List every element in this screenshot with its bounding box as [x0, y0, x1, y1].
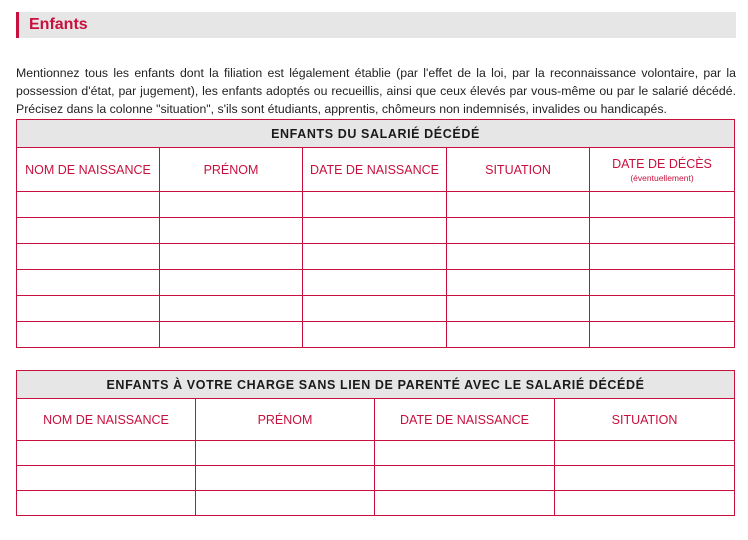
entry-cell[interactable] [590, 218, 735, 244]
death-date-note: (éventuellement) [630, 172, 694, 183]
entry-cell[interactable] [17, 466, 196, 491]
entry-cell[interactable] [160, 218, 303, 244]
entry-cell[interactable] [590, 192, 735, 218]
column-header-death-date [590, 148, 735, 192]
entry-cell[interactable] [196, 491, 375, 516]
entry-cell[interactable] [160, 270, 303, 296]
entry-cell[interactable] [17, 491, 196, 516]
column-header-first-name: PRÉNOM [160, 148, 303, 192]
table-row [17, 296, 735, 322]
entry-cell[interactable] [375, 441, 555, 466]
entry-cell[interactable] [375, 491, 555, 516]
entry-cell[interactable] [303, 296, 447, 322]
entry-cell[interactable] [160, 244, 303, 270]
table-title: ENFANTS DU SALARIÉ DÉCÉDÉ [17, 120, 735, 148]
entry-cell[interactable] [160, 296, 303, 322]
entry-cell[interactable] [17, 296, 160, 322]
column-header-situation: SITUATION [447, 148, 590, 192]
entry-cell[interactable] [196, 441, 375, 466]
column-header-birth-date: DATE DE NAISSANCE [303, 148, 447, 192]
entry-cell[interactable] [303, 244, 447, 270]
table-row [17, 466, 735, 491]
entry-cell[interactable] [590, 244, 735, 270]
section-header [16, 12, 736, 38]
column-header-first-name: PRÉNOM [196, 399, 375, 441]
table-row [17, 244, 735, 270]
entry-cell[interactable] [17, 441, 196, 466]
intro-paragraph: Mentionnez tous les enfants dont la filiation est légalement établie (par l'effet de la loi, par la reconnaissance volontaire, par la possession d'état, par jugement), les enfants adoptés ou recueillis, ainsi que ceux élevés par vous-même ou par le salarié décédé. Précisez dans la colonne "situation", s'ils sont étudiants, apprentis, chômeurs non indemnisés, invalides ou handicapés. [16, 66, 736, 117]
entry-cell[interactable] [160, 192, 303, 218]
column-header-birth-name: NOM DE NAISSANCE [17, 148, 160, 192]
table-row [17, 270, 735, 296]
entry-cell[interactable] [375, 466, 555, 491]
entry-cell[interactable] [303, 192, 447, 218]
table-row [17, 218, 735, 244]
entry-cell[interactable] [447, 218, 590, 244]
entry-cell[interactable] [447, 296, 590, 322]
entry-cell[interactable] [555, 466, 735, 491]
entry-cell[interactable] [555, 491, 735, 516]
entry-cell[interactable] [196, 466, 375, 491]
entry-cell[interactable] [447, 270, 590, 296]
entry-cell[interactable] [17, 218, 160, 244]
dependent-children-table [16, 370, 735, 516]
entry-cell[interactable] [590, 322, 735, 348]
section-title: Enfants [29, 16, 88, 33]
table-row [17, 192, 735, 218]
entry-cell[interactable] [447, 244, 590, 270]
entry-cell[interactable] [447, 192, 590, 218]
table-row [17, 491, 735, 516]
column-header-situation: SITUATION [555, 399, 735, 441]
entry-cell[interactable] [590, 270, 735, 296]
table-row [17, 322, 735, 348]
column-header-birth-name: NOM DE NAISSANCE [17, 399, 196, 441]
entry-cell[interactable] [303, 218, 447, 244]
children-of-deceased-table [16, 119, 735, 348]
entry-cell[interactable] [590, 296, 735, 322]
entry-cell[interactable] [447, 322, 590, 348]
death-date-label: DATE DE DÉCÈS [612, 156, 712, 171]
entry-cell[interactable] [17, 322, 160, 348]
entry-cell[interactable] [17, 192, 160, 218]
table-title: ENFANTS À VOTRE CHARGE SANS LIEN DE PARENTÉ AVEC LE SALARIÉ DÉCÉDÉ [17, 371, 735, 399]
entry-cell[interactable] [160, 322, 303, 348]
entry-cell[interactable] [555, 441, 735, 466]
column-header-birth-date: DATE DE NAISSANCE [375, 399, 555, 441]
entry-cell[interactable] [303, 322, 447, 348]
entry-cell[interactable] [17, 244, 160, 270]
entry-cell[interactable] [303, 270, 447, 296]
table-row [17, 441, 735, 466]
entry-cell[interactable] [17, 270, 160, 296]
